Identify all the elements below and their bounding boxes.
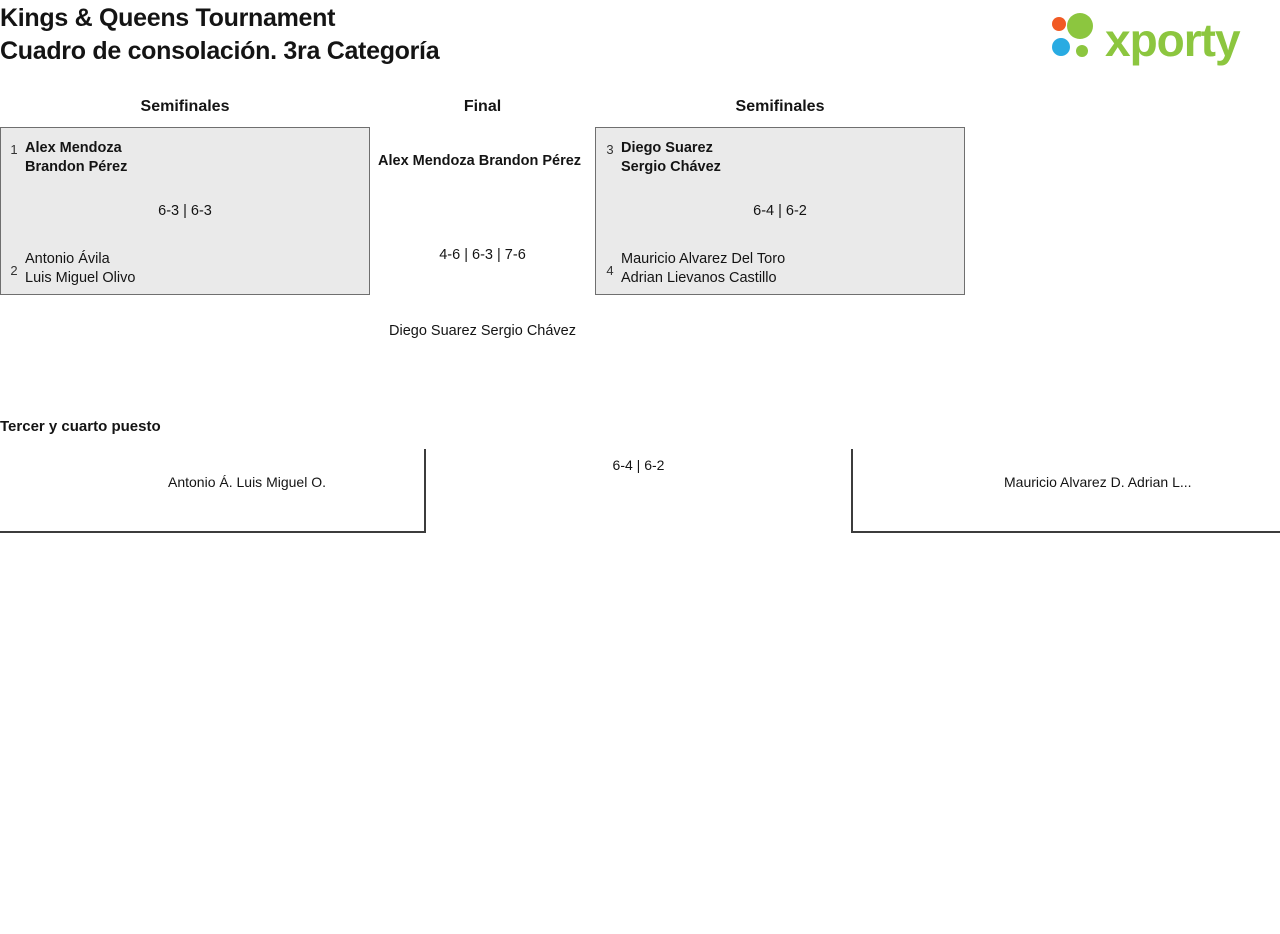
seed-number: 4: [606, 263, 614, 278]
round-label-semifinals-right: Semifinales: [735, 98, 825, 115]
player-name: Antonio Á.: [168, 474, 233, 490]
final-runnerup-team[interactable]: [370, 322, 595, 341]
player-name: Diego Suarez: [621, 140, 713, 156]
third-place-team-left[interactable]: [168, 474, 326, 491]
player-name: Luis Miguel Olivo: [25, 270, 136, 286]
player-name: Mauricio Alvarez Del Toro: [621, 251, 786, 267]
xporty-logo-icon: [1047, 6, 1279, 68]
player-name: Brandon Pérez: [25, 159, 128, 175]
third-place-box-right: [851, 449, 1280, 533]
xporty-logo: [1047, 6, 1279, 68]
player-name: Adrian Lievanos Castillo: [621, 270, 777, 286]
player-name: Adrian L...: [1127, 474, 1192, 490]
player-name: Antonio Ávila: [25, 251, 110, 267]
player-name: Sergio Chávez: [480, 323, 576, 339]
team-semifinal-right-1[interactable]: [606, 139, 721, 177]
third-place-team-right[interactable]: [1004, 474, 1192, 491]
team-semifinal-right-2[interactable]: [606, 250, 786, 288]
team-semifinal-left-2[interactable]: [10, 250, 136, 288]
third-place-title: Tercer y cuarto puesto: [0, 418, 161, 435]
player-name: Sergio Chávez: [621, 159, 721, 175]
round-label-semifinals-left: Semifinales: [140, 98, 230, 115]
player-name: Alex Mendoza: [25, 140, 122, 156]
score-final: 4-6 | 6-3 | 7-6: [439, 247, 526, 263]
svg-text:xporty: xporty: [1105, 14, 1240, 66]
round-label-final: Final: [463, 98, 502, 115]
page-title: [0, 2, 900, 68]
player-name: Alex Mendoza: [378, 153, 475, 169]
player-name: Luis Miguel O.: [236, 474, 326, 490]
seed-number: 1: [10, 142, 18, 157]
player-name: Diego Suarez: [389, 323, 477, 339]
tournament-name: Kings & Queens Tournament: [0, 4, 336, 32]
team-semifinal-left-1[interactable]: [10, 139, 128, 177]
score-semifinal-left: 6-3 | 6-3: [158, 203, 212, 219]
final-winner-team[interactable]: [378, 152, 581, 171]
player-name: Mauricio Alvarez D.: [1004, 474, 1125, 490]
player-name: Brandon Pérez: [478, 153, 582, 169]
third-place-box-left: [0, 449, 426, 533]
bracket-subtitle: Cuadro de consolación. 3ra Categoría: [0, 37, 440, 65]
seed-number: 2: [10, 263, 18, 278]
seed-number: 3: [606, 142, 614, 157]
score-third-place: 6-4 | 6-2: [612, 457, 665, 473]
score-semifinal-right: 6-4 | 6-2: [753, 203, 807, 219]
